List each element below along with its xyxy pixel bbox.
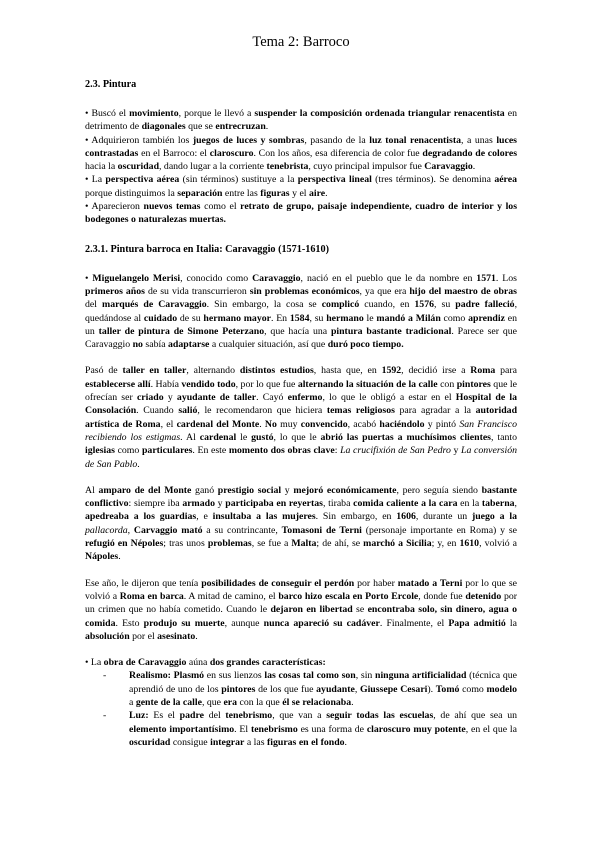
list-dash: - [103,670,107,682]
section-heading-pintura: 2.3. Pintura [85,79,137,90]
bullet-movimiento: • Buscó el movimiento, porque le llevó a suspender la composición ordenada triangular renacentista en detrimento de diagonales que se entrecruzan. [85,108,517,133]
paragraph-early-life: • Miguelangelo Merisi, conocido como Caravaggio, nació en el pueblo que le da nombre en 1571. Los primeros años de su vida transcurrieron sin problemas económicos, ya que era hijo del maestro de obras del marqués de Caravaggio. Sin embargo, la cosa se complicó cuando, en 1576, su padre falleció, quedándose al cuidado de su hermano mayor. En 1584, su hermano le mandó a Milán como aprendiz en un taller de pintura de Simone Peterzano, que hacía una pintura bastante tradicional. Parece ser que Caravaggio no sabía adaptarse a cualquier situación, así que duró poco tiempo. [85,272,518,351]
list-dash: - [103,710,107,722]
list-item-realismo: - Realismo: Plasmó en sus lienzos las cosas tal como son, sin ninguna artificialidad (técnica que aprendió de uno de los pintores de los que fue ayudante, Giussepe Cesari). Tomó como modelo a gente de la calle, que era con la que él se relacionaba. [103,670,517,708]
bullet-perspectiva: • La perspectiva aérea (sin términos) sustituye a la perspectiva lineal (tres términos). Se denomina aérea porque distinguimos la separación entre las figuras y el aire. [85,174,517,199]
list-item-luz: - Luz: Es el padre del tenebrismo, que van a seguir todas las escuelas, de ahí que sea un elemento importantísimo. El tenebrismo es una forma de claroscuro muy potente, en el que la oscuridad consigue integrar a las figuras en el fondo. [103,710,517,748]
document-page [85,34,517,749]
document-title: Tema 2: Barroco [252,34,350,50]
section-heading-caravaggio: 2.3.1. Pintura barroca en Italia: Caravaggio (1571-1610) [85,243,330,255]
paragraph-characteristics: • La obra de Caravaggio aúna dos grandes características: [85,657,326,669]
paragraph-del-monte: Al amparo de del Monte ganó prestigio social y mejoró económicamente, pero seguía siendo bastante conflictivo: siempre iba armado y participaba en reyertas, tiraba comida caliente a la cara en la taberna, apedreaba a los guardias, e insultaba a las mujeres. Sin embargo, en 1606, durante un juego a la pallacorda, Carvaggio mató a su contrincante, Tomasoni de Terni (personaje importante en Roma) y se refugió en Népoles; tras unos problemas, se fue a Malta; de ahí, se marchó a Sicilia; y, en 1610, volvió a Nápoles. [85,484,518,563]
paragraph-death: Ese año, le dijeron que tenía posibilidades de conseguir el perdón por haber matado a Terni por lo que se volvió a Roma en barca. A mitad de camino, el barco hizo escala en Porto Ercole, donde fue detenido por un crimen que no había cometido. Cuando le dejaron en libertad se encontraba solo, sin dinero, agua o comida. Esto produjo su muerte, aunque nunca apareció su cadáver. Finalmente, el Papa admitió la absolución por el asesinato. [85,577,518,642]
bullet-luces-sombras: • Adquirieron también los juegos de luces y sombras, pasando de la luz tonal renacentista, a unas luces contrastadas en el Barroco: el claroscuro. Con los años, esa diferencia de color fue degradando de colores hacia la oscuridad, dando lugar a la corriente tenebrista, cuyo principal impulsor fue Caravaggio. [85,134,518,173]
paragraph-rome: Pasó de taller en taller, alternando distintos estudios, hasta que, en 1592, decidió irse a Roma para establecerse allí. Había vendido todo, por lo que fue alternando la situación de la calle con pintores que le ofrecían ser criado y ayudante de taller. Cayó enfermo, lo que le obligó a estar en el Hospital de la Consolación. Cuando salió, le recomendaron que hiciera temas religiosos para agradar a la autoridad artística de Roma, el cardenal del Monte. No muy convencido, acabó haciéndolo y pintó San Francisco recibiendo los estigmas. Al cardenal le gustó, lo que le abrió las puertas a muchísimos clientes, tanto iglesias como particulares. En este momento dos obras clave: La crucifixión de San Pedro y La conversión de San Pablo. [85,365,518,470]
bullet-nuevos-temas: • Aparecieron nuevos temas como el retrato de grupo, paisaje independiente, cuadro de interior y los bodegones o naturalezas muertas. [85,201,518,226]
characteristics-list [85,669,517,749]
